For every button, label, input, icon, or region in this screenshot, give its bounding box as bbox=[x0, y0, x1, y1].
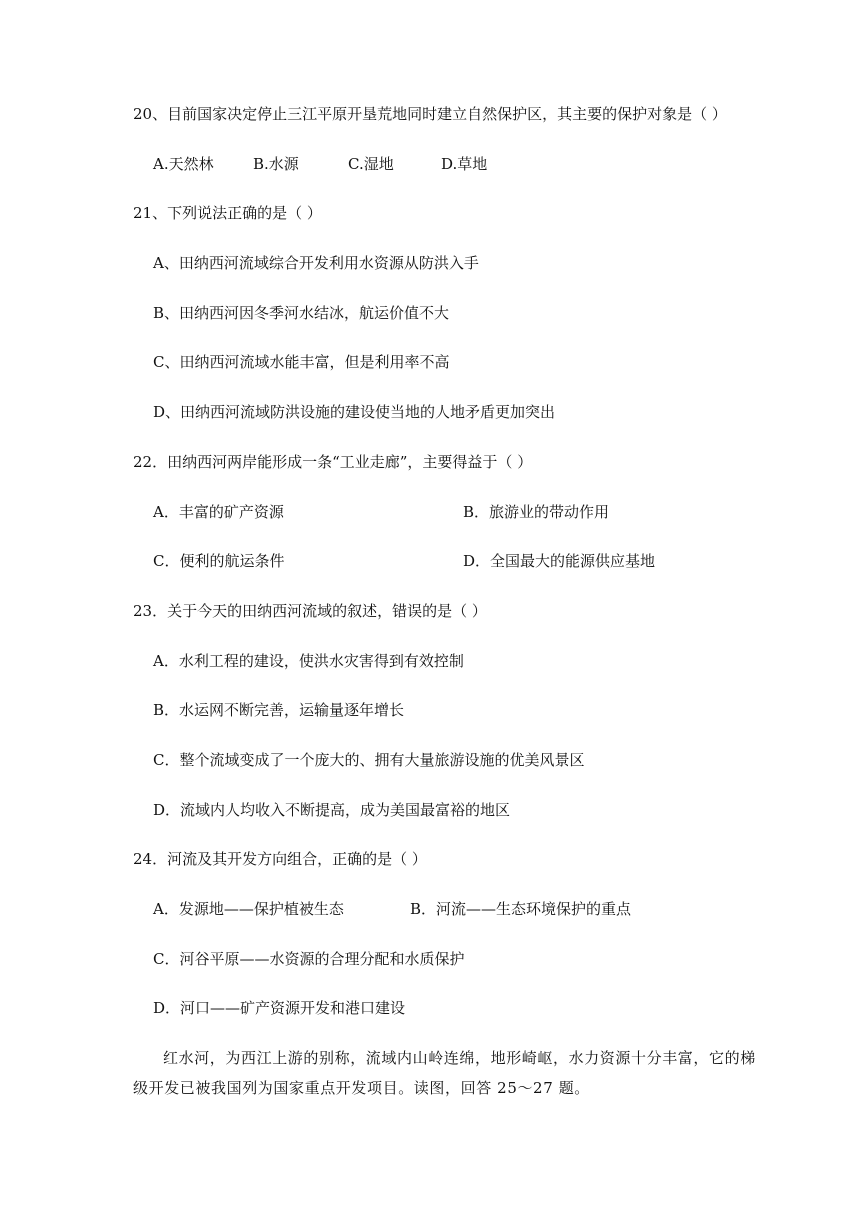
q21-option-d: D、田纳西河流域防洪设施的建设使当地的人地矛盾更加突出 bbox=[153, 403, 556, 421]
q23-option-b: B．水运网不断完善，运输量逐年增长 bbox=[153, 701, 405, 719]
q23-option-c: C．整个流域变成了一个庞大的、拥有大量旅游设施的优美风景区 bbox=[153, 751, 585, 769]
q23-option-d: D．流域内人均收入不断提高，成为美国最富裕的地区 bbox=[153, 801, 511, 819]
q22-option-d: D．全国最大的能源供应基地 bbox=[463, 552, 656, 570]
q21-option-a: A、田纳西河流域综合开发利用水资源从防洪入手 bbox=[153, 254, 479, 272]
q24-option-d: D．河口——矿产资源开发和港口建设 bbox=[153, 999, 406, 1017]
q22-option-a: A．丰富的矿产资源 bbox=[153, 503, 284, 521]
q23-option-a: A．水利工程的建设，使洪水灾害得到有效控制 bbox=[153, 652, 464, 670]
q24-option-c: C．河谷平原——水资源的合理分配和水质保护 bbox=[153, 950, 465, 968]
q22-option-c: C．便利的航运条件 bbox=[153, 552, 285, 570]
q24-option-b: B．河流——生态环境保护的重点 bbox=[410, 900, 632, 918]
passage-line-1: 红水河，为西江上游的别称，流域内山岭连绵，地形崎岖，水力资源十分丰富，它的梯 bbox=[163, 1049, 756, 1067]
passage-line-2: 级开发已被我国列为国家重点开发项目。读图，回答 25～27 题。 bbox=[133, 1079, 590, 1097]
q22-option-b: B．旅游业的带动作用 bbox=[463, 503, 610, 521]
q21-option-b: B、田纳西河因冬季河水结冰，航运价值不大 bbox=[153, 304, 450, 322]
question-21-stem: 21、下列说法正确的是（ ） bbox=[133, 204, 322, 222]
q20-option-c: C.湿地 bbox=[348, 155, 394, 173]
q24-option-a: A．发源地——保护植被生态 bbox=[153, 900, 344, 918]
question-23-stem: 23．关于今天的田纳西河流域的叙述，错误的是（ ） bbox=[133, 602, 487, 620]
q21-option-c: C、田纳西河流域水能丰富，但是利用率不高 bbox=[153, 353, 450, 371]
q20-option-a: A.天然林 bbox=[153, 155, 214, 173]
question-24-stem: 24．河流及其开发方向组合，正确的是（ ） bbox=[133, 850, 427, 868]
q20-option-d: D.草地 bbox=[441, 155, 488, 173]
question-22-stem: 22．田纳西河两岸能形成一条“工业走廊”，主要得益于（ ） bbox=[133, 453, 533, 471]
question-20-stem: 20、目前国家决定停止三江平原开垦荒地同时建立自然保护区，其主要的保护对象是（ ） bbox=[133, 105, 727, 123]
q20-option-b: B.水源 bbox=[253, 155, 299, 173]
